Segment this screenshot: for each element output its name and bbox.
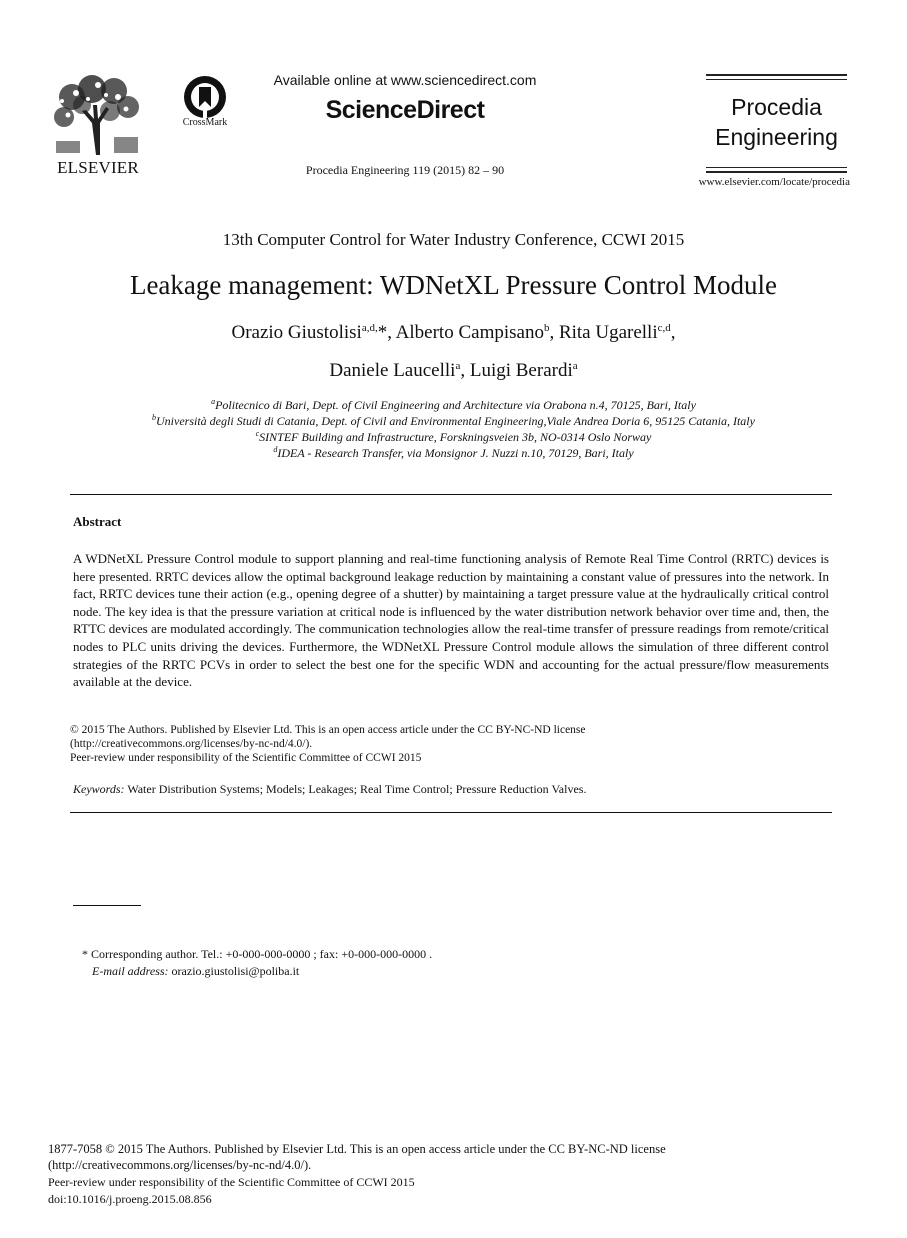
author-list bbox=[0, 360, 907, 382]
journal-name: Procedia bbox=[731, 94, 822, 120]
author-name: Rita Ugarelli bbox=[558, 322, 658, 343]
journal-name: Engineering bbox=[715, 124, 838, 150]
footer-doi[interactable]: doi:10.1016/j.proeng.2015.08.856 bbox=[48, 1192, 212, 1206]
separator: , bbox=[549, 322, 559, 343]
separator: , bbox=[460, 360, 470, 381]
divider bbox=[706, 79, 847, 80]
author-affiliation-mark: c,d bbox=[657, 322, 671, 334]
separator: , bbox=[387, 322, 396, 343]
email-line bbox=[92, 964, 299, 979]
affiliation-mark: a bbox=[211, 397, 216, 406]
affiliation-text: Università degli Studi di Catania, Dept. of Civil and Environmental Engineering,Viale Andrea Doria 6, 95125 Catania, Italy bbox=[156, 414, 755, 428]
publisher-wordmark: ELSEVIER bbox=[57, 158, 139, 177]
affiliation bbox=[0, 398, 907, 413]
affiliation-mark: c bbox=[255, 429, 260, 438]
journal-url-link[interactable]: www.elsevier.com/locate/procedia bbox=[698, 176, 850, 188]
footer-peer-review: Peer-review under responsibility of the Scientific Committee of CCWI 2015 bbox=[48, 1175, 415, 1189]
author-name: Alberto Campisano bbox=[395, 322, 544, 343]
abstract-heading: Abstract bbox=[73, 514, 122, 529]
affiliation-text: Politecnico di Bari, Dept. of Civil Engineering and Architecture via Orabona n.4, 70125, Bari, Italy bbox=[215, 398, 696, 412]
author-affiliation-mark: a bbox=[572, 360, 578, 372]
footer-license-link[interactable]: (http://creativecommons.org/licenses/by-nc-nd/4.0/). bbox=[48, 1158, 312, 1172]
footer-copyright: 1877-7058 © 2015 The Authors. Published by Elsevier Ltd. This is an open access article under the CC BY-NC-ND license bbox=[48, 1142, 666, 1156]
email-label: E-mail address: bbox=[92, 964, 169, 978]
affiliation bbox=[0, 446, 907, 461]
divider bbox=[70, 494, 832, 495]
keywords bbox=[73, 782, 586, 797]
divider bbox=[706, 167, 847, 168]
corresponding-author-note: * Corresponding author. Tel.: +0-000-000-0000 ; fax: +0-000-000-0000 . bbox=[82, 947, 433, 961]
keywords-label: Keywords: bbox=[73, 782, 125, 796]
author-name: Orazio Giustolisi bbox=[231, 322, 362, 343]
author-list bbox=[0, 322, 907, 344]
affiliation-text: IDEA - Research Transfer, via Monsignor J. Nuzzi n.10, 70129, Bari, Italy bbox=[277, 446, 634, 460]
separator: , bbox=[670, 322, 676, 343]
author-name: Daniele Laucelli bbox=[329, 360, 456, 381]
affiliation bbox=[0, 414, 907, 429]
affiliation bbox=[0, 430, 907, 445]
divider bbox=[706, 171, 847, 173]
conference-name: 13th Computer Control for Water Industry Conference, CCWI 2015 bbox=[222, 230, 685, 249]
author-affiliation-mark: a,d, bbox=[361, 322, 378, 334]
divider bbox=[70, 812, 832, 813]
abstract-body: A WDNetXL Pressure Control module to support planning and real-time functioning analysis of Remote Real Time Control (RRTC) devices is here presented. RRTC devices allow the optimal background leakage reduction by maintaining a constant value of pressures into the network. In fact, RRTC devices tune their action (e.g., opening degree of a shutter) by maintaining a target pressure value at the hydraulically critical control node. The key idea is that the pressure variation at critical node is influenced by the water distribution network behavior over time and, then, the RTTC devices are modulated accordingly. The communication technologies allow the real-time transfer of pressure readings from remote/critical nodes to PLC units driving the devices. Furthermore, the WDNetXL Pressure Control module allows the simulation of three different control strategies of the RRTC PCVs in order to select the best one for the specific WDN and accounting for the actual pressure/flow measurements available at the device. bbox=[73, 551, 829, 690]
corresponding-author-mark: * bbox=[377, 322, 388, 343]
divider bbox=[706, 74, 847, 76]
affiliation-mark: b bbox=[152, 413, 157, 422]
author-affiliation-mark: a bbox=[455, 360, 461, 372]
keywords-list: Water Distribution Systems; Models; Leakages; Real Time Control; Pressure Reduction Valves. bbox=[127, 782, 587, 796]
paper-title: Leakage management: WDNetXL Pressure Control Module bbox=[129, 270, 778, 300]
copyright-notice: © 2015 The Authors. Published by Elsevier Ltd. This is an open access article under the CC BY-NC-ND license bbox=[70, 724, 586, 736]
author-name: Luigi Berardi bbox=[469, 360, 573, 381]
affiliation-mark: d bbox=[273, 445, 278, 454]
author-affiliation-mark: b bbox=[543, 322, 550, 334]
license-link[interactable]: (http://creativecommons.org/licenses/by-nc-nd/4.0/). bbox=[70, 738, 313, 750]
sciencedirect-logo: ScienceDirect bbox=[325, 96, 485, 124]
footnote-divider bbox=[73, 905, 141, 906]
available-online-text: Available online at www.sciencedirect.com bbox=[273, 72, 537, 88]
peer-review-notice: Peer-review under responsibility of the Scientific Committee of CCWI 2015 bbox=[70, 752, 422, 764]
affiliation-text: SINTEF Building and Infrastructure, Forskningsveien 3b, NO-0314 Oslo Norway bbox=[259, 430, 652, 444]
email-address[interactable]: orazio.giustolisi@poliba.it bbox=[171, 964, 300, 978]
crossmark-label: CrossMark bbox=[182, 117, 228, 128]
journal-reference: Procedia Engineering 119 (2015) 82 – 90 bbox=[305, 163, 505, 177]
